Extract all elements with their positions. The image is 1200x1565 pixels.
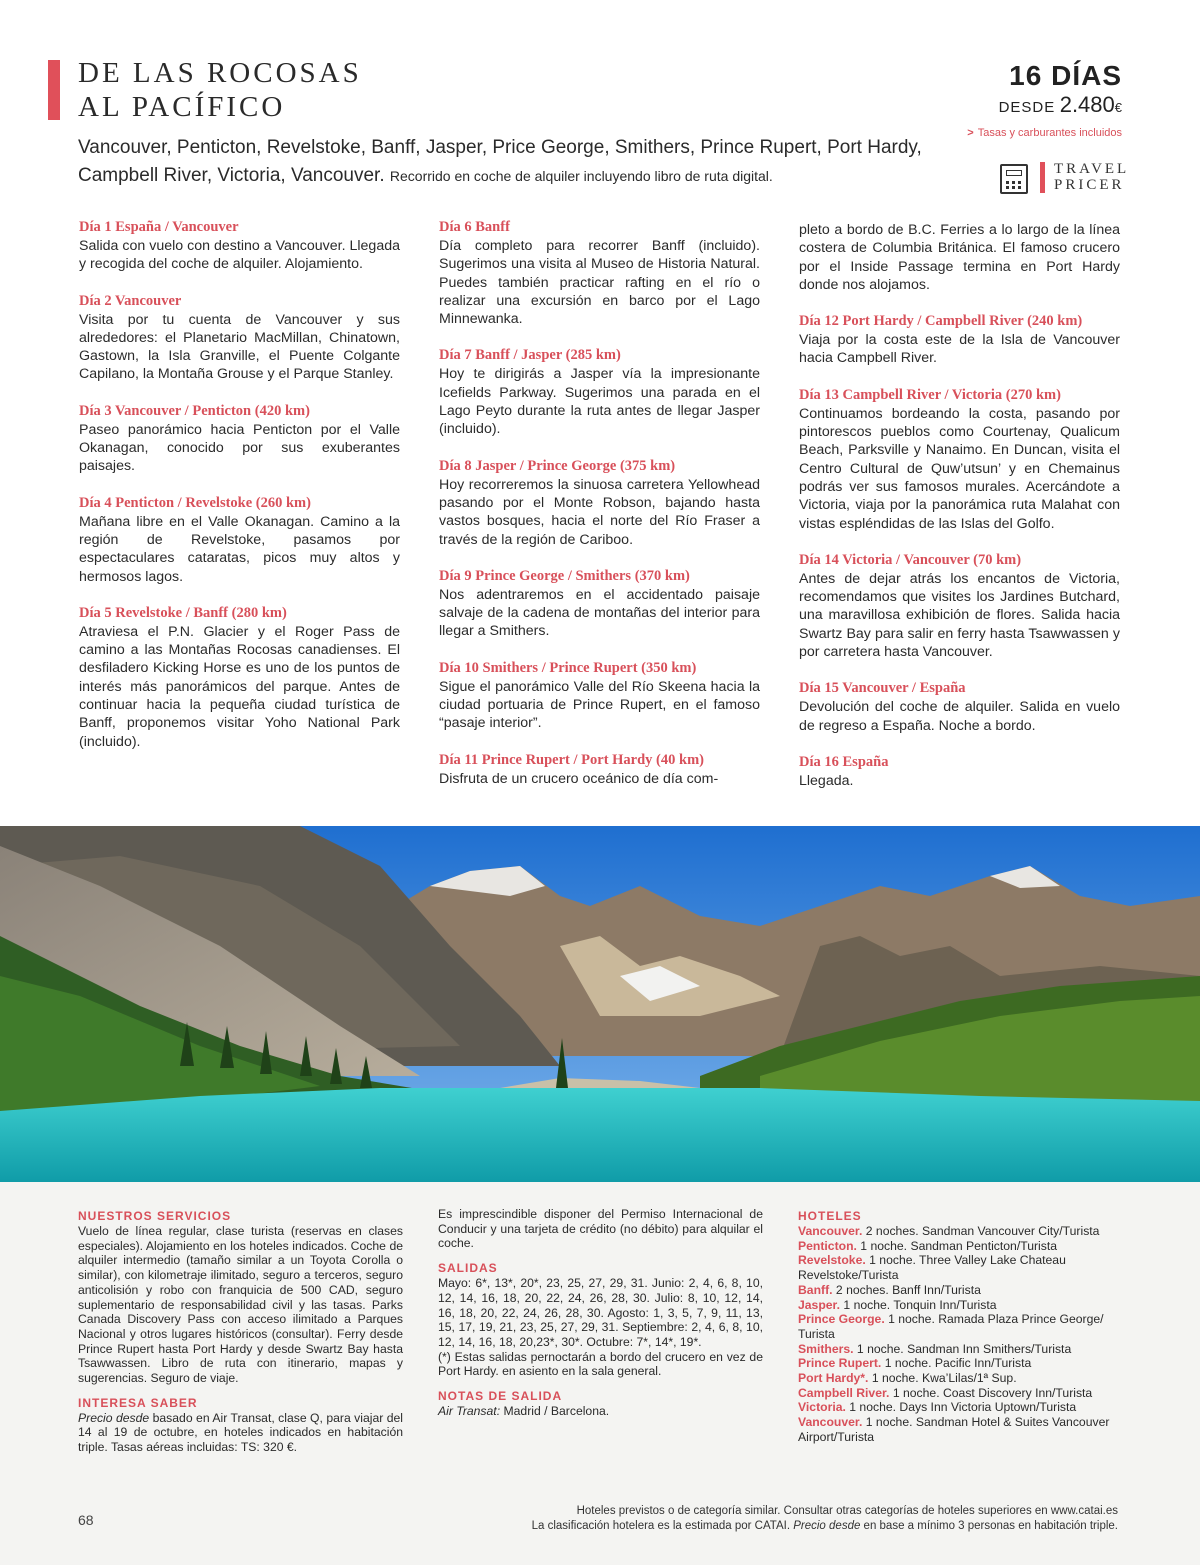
itinerary-day: Día 13 Campbell River / Victoria (270 km) Continuamos bordeando la costa, pasando por pintorescos pueblos como Courtenay, Qualicum Beach, Parksville y Nanaimo. En Duncan, visita el Centro Cultural de Quw’utsun’ y en Chemainus podrás ver sus famosos murales. Acercándote a Victoria, viaja por la panorámica ruta Malahat con vistas espléndidas de las Islas del Golfo. [799, 386, 1120, 532]
itinerary-day: Día 14 Victoria / Vancouver (70 km) Antes de dejar atrás los encantos de Victoria, recomendamos que visites los Jardines Butchard, una maravillosa exhibición de flores. Salida hacia Swartz Bay para salir en ferry hasta Tsawwassen y por carretera hasta Vancouver. [799, 551, 1120, 661]
itinerary-day: Día 12 Port Hardy / Campbell River (240 km) Viaja por la costa este de la Isla de Vancouver hacia Campbell River. [799, 313, 1120, 367]
itinerary-day: Día 2 Vancouver Visita por tu cuenta de Vancouver y sus alrededores: el Planetario MacMillan, Chinatown, Gastown, la Isla Granville, el Puente Colgante Capilano, la Montaña Grouse y el Parque Stanley. [79, 292, 400, 383]
notas-heading: NOTAS DE SALIDA [438, 1389, 563, 1404]
itinerary-day: Día 4 Penticton / Revelstoke (260 km) Mañana libre en el Valle Okanagan. Camino a la región de Revelstoke, pasamos por espectaculares cataratas, picos muy altos y hermosos lagos. [79, 494, 400, 585]
itinerary-day-continuation: pleto a bordo de B.C. Ferries a lo largo de la línea costera de Columbia Británica. El famoso crucero por el Inside Passage termina en Port Hardy donde nos alojamos. [799, 222, 1120, 293]
hotel-item: Vancouver. 2 noches. Sandman Vancouver City/Turista [798, 1224, 1100, 1238]
hotel-item: Jasper. 1 noche. Tonquin Inn/Turista [798, 1297, 997, 1312]
title-line-2: AL PACÍFICO [78, 91, 286, 123]
price-amount: 2.480 [1059, 92, 1115, 117]
permiso-text: Es imprescindible disponer del Permiso Internacional de Conducir y una tarjeta de crédito (no débito) para alquilar el coche. [438, 1207, 763, 1251]
notas-text: Air Transat: Madrid / Barcelona. [438, 1404, 610, 1419]
hotel-item: Revelstoke. 1 noche. Three Valley Lake Chateau Revelstoke/Turista [798, 1253, 1066, 1283]
servicios-text: Vuelo de línea regular, clase turista (reservas en clases especiales). Alojamiento en los hoteles indicados. Coche de alquiler intermedio (tamaño similar a un Toyota Corolla o similar), con kilometraje ilimitado, seguro a terceros, seguro anticolisión y robo con franquicia de 500 CAD, seguro suplementario de responsabilidad civil y las tasas. Parks Canada Discovery Pass con acceso ilimitado a Parques Nacional y otros lugares históricos (consultar). Ferry desde Prince Rupert hasta Port Hardy y desde Swartz Bay hasta Tsawwassen. Libro de ruta con itinerario, mapas y sugerencias. Seguro de viaje. [78, 1224, 403, 1386]
itinerary-day: Día 16 España Llegada. [799, 753, 889, 789]
page-number: 68 [78, 1512, 94, 1528]
itinerary-day: Día 10 Smithers / Prince Rupert (350 km) Sigue el panorámico Valle del Río Skeena hacia la ciudad portuaria de Prince Rupert, en el famoso “pasaje interior”. [439, 659, 760, 732]
itinerary-day: Día 3 Vancouver / Penticton (420 km) Paseo panorámico hacia Penticton por el Valle Okanagan, conocido por sus exuberantes paisajes. [79, 402, 400, 475]
itinerary-day: Día 6 Banff Día completo para recorrer Banff (incluido). Sugerimos una visita al Museo de Historia Natural. Puedes también practicar rafting en el río o realizar una excursión en barco por el Lago Minnewanka. [439, 219, 760, 328]
price-desde-label: DESDE [998, 99, 1056, 116]
itinerary-day: Día 1 España / Vancouver Salida con vuelo con destino a Vancouver. Llegada y recogida del coche de alquiler. Alojamiento. [79, 219, 400, 273]
hotel-item: Smithers. 1 noche. Sandman Inn Smithers/Turista [798, 1341, 1072, 1356]
trip-duration: 16 DÍAS [1009, 60, 1122, 91]
page-title [78, 56, 362, 124]
servicios-heading: NUESTROS SERVICIOS [78, 1209, 232, 1223]
info-column-3 [798, 1207, 1123, 1445]
itinerary-day: Día 8 Jasper / Prince George (375 km) Hoy recorreremos la sinuosa carretera Yellowhead pasando por el Monte Robson, bajando hasta vastos bosques, hacia el norte del Río Fraser a través de la región de Cariboo. [439, 457, 760, 548]
chevron-right-icon: > [967, 127, 974, 139]
mountain-lake-photo [0, 826, 1200, 1182]
route-cities [78, 134, 958, 190]
price [999, 92, 1122, 118]
itinerary-day: Día 15 Vancouver / España Devolución del coche de alquiler. Salida en vuelo de regreso a España. Noche a bordo. [799, 680, 1120, 734]
interesa-text: Precio desde basado en Air Transat, clase Q, para viajar del 14 al 19 de octubre, en hoteles indicados en habitación triple. Tasas aéreas incluidas: TS: 320 €. [78, 1410, 403, 1455]
travel-pricer-logo: TRAVEL PRICER [1054, 161, 1130, 193]
itinerary-column-1 [79, 218, 400, 769]
hotel-item: Prince George. 1 noche. Ramada Plaza Prince George/ Turista [798, 1312, 1104, 1341]
taxes-note: > Tasas y carburantes incluidos [967, 127, 1122, 139]
info-column-2 [438, 1207, 763, 1429]
hotel-item: Prince Rupert. 1 noche. Pacific Inn/Turista [798, 1356, 1032, 1371]
itinerary-day: Día 9 Prince George / Smithers (370 km) Nos adentraremos en el accidentado paisaje salvaje de la cadena de montañas del interior para llegar a Smithers. [439, 567, 760, 640]
route-note: Recorrido en coche de alquiler incluyendo libro de ruta digital. [389, 168, 773, 184]
itinerary-column-2 [439, 218, 760, 806]
hotel-item: Campbell River. 1 noche. Coast Discovery Inn/Turista [798, 1385, 1093, 1400]
hotel-item: Penticton. 1 noche. Sandman Penticton/Turista [798, 1238, 1058, 1253]
footer-note: Hoteles previstos o de categoría similar. Consultar otras categorías de hoteles superiores en www.catai.es La clasificación hotelera es la estimada por CATAI. Precio desde en base a mínimo 3 personas en habitación triple. [531, 1505, 1118, 1532]
itinerary-day: Día 11 Prince Rupert / Port Hardy (40 km) Disfruta de un crucero oceánico de día com- [439, 751, 719, 787]
hotel-item: Vancouver. 1 noche. Sandman Hotel & Suites Vancouver Airport/Turista [798, 1415, 1110, 1444]
hoteles-heading: HOTELES [798, 1209, 862, 1223]
itinerary-day: Día 5 Revelstoke / Banff (280 km) Atraviesa el P.N. Glacier y el Roger Pass de camino a las Montañas Rocosas canadienses. El desfiladero Kicking Horse es uno de los puntos de interés más panorámicos del parque. Antes de continuar hacia la pequeña ciudad turística de Banff, proponemos visitar Yoho National Park (incluido). [79, 604, 400, 750]
salidas-heading: SALIDAS [438, 1261, 498, 1276]
hotel-item: Port Hardy*. 1 noche. Kwa’Lilas/1ª Sup. [798, 1371, 1017, 1386]
interesa-heading: INTERESA SABER [78, 1395, 198, 1410]
itinerary-day: Día 7 Banff / Jasper (285 km) Hoy te dirigirás a Jasper vía la impresionante Icefields Parkway. Sugerimos una parada en el Lago Peyto durante la ruta antes de llegar Jasper (incluido). [439, 347, 760, 438]
salidas-note: (*) Estas salidas pernoctarán a bordo del crucero en vez de Port Hardy. en asiento en la sala general. [438, 1349, 763, 1379]
salidas-text: Mayo: 6*, 13*, 20*, 23, 25, 27, 29, 31. Junio: 2, 4, 6, 8, 10, 12, 14, 16, 18, 20, 22, 24, 26, 28, 30. Julio: 8, 10, 12, 14, 16, 18, 20, 22, 24, 26, 28, 30. Agosto: 1, 3, 5, 7, 9, 11, 13, 15, 17, 19, 21, 23, 25, 27, 29, 31. Septiembre: 2, 4, 6, 8, 10, 12, 14, 16, 18, 20,23*, 30*. Octubre: 7*, 14*, 19*. [438, 1276, 763, 1349]
title-accent-bar [48, 60, 60, 120]
title-line-1: DE LAS ROCOSAS [78, 57, 362, 89]
cities-list: Vancouver, Penticton, Revelstoke, Banff, Jasper, Price George, Smithers, Prince Rupert, Port Hardy, Campbell River, Victoria, Vancouver. [78, 137, 922, 186]
price-currency: € [1114, 100, 1122, 115]
itinerary-column-3 [799, 221, 1120, 808]
travel-pricer-bar [1040, 162, 1045, 193]
hotel-item: Victoria. 1 noche. Days Inn Victoria Uptown/Turista [798, 1400, 1077, 1415]
calculator-icon [1000, 164, 1028, 194]
info-column-1 [78, 1207, 403, 1465]
hotel-item: Banff. 2 noches. Banff Inn/Turista [798, 1282, 981, 1297]
